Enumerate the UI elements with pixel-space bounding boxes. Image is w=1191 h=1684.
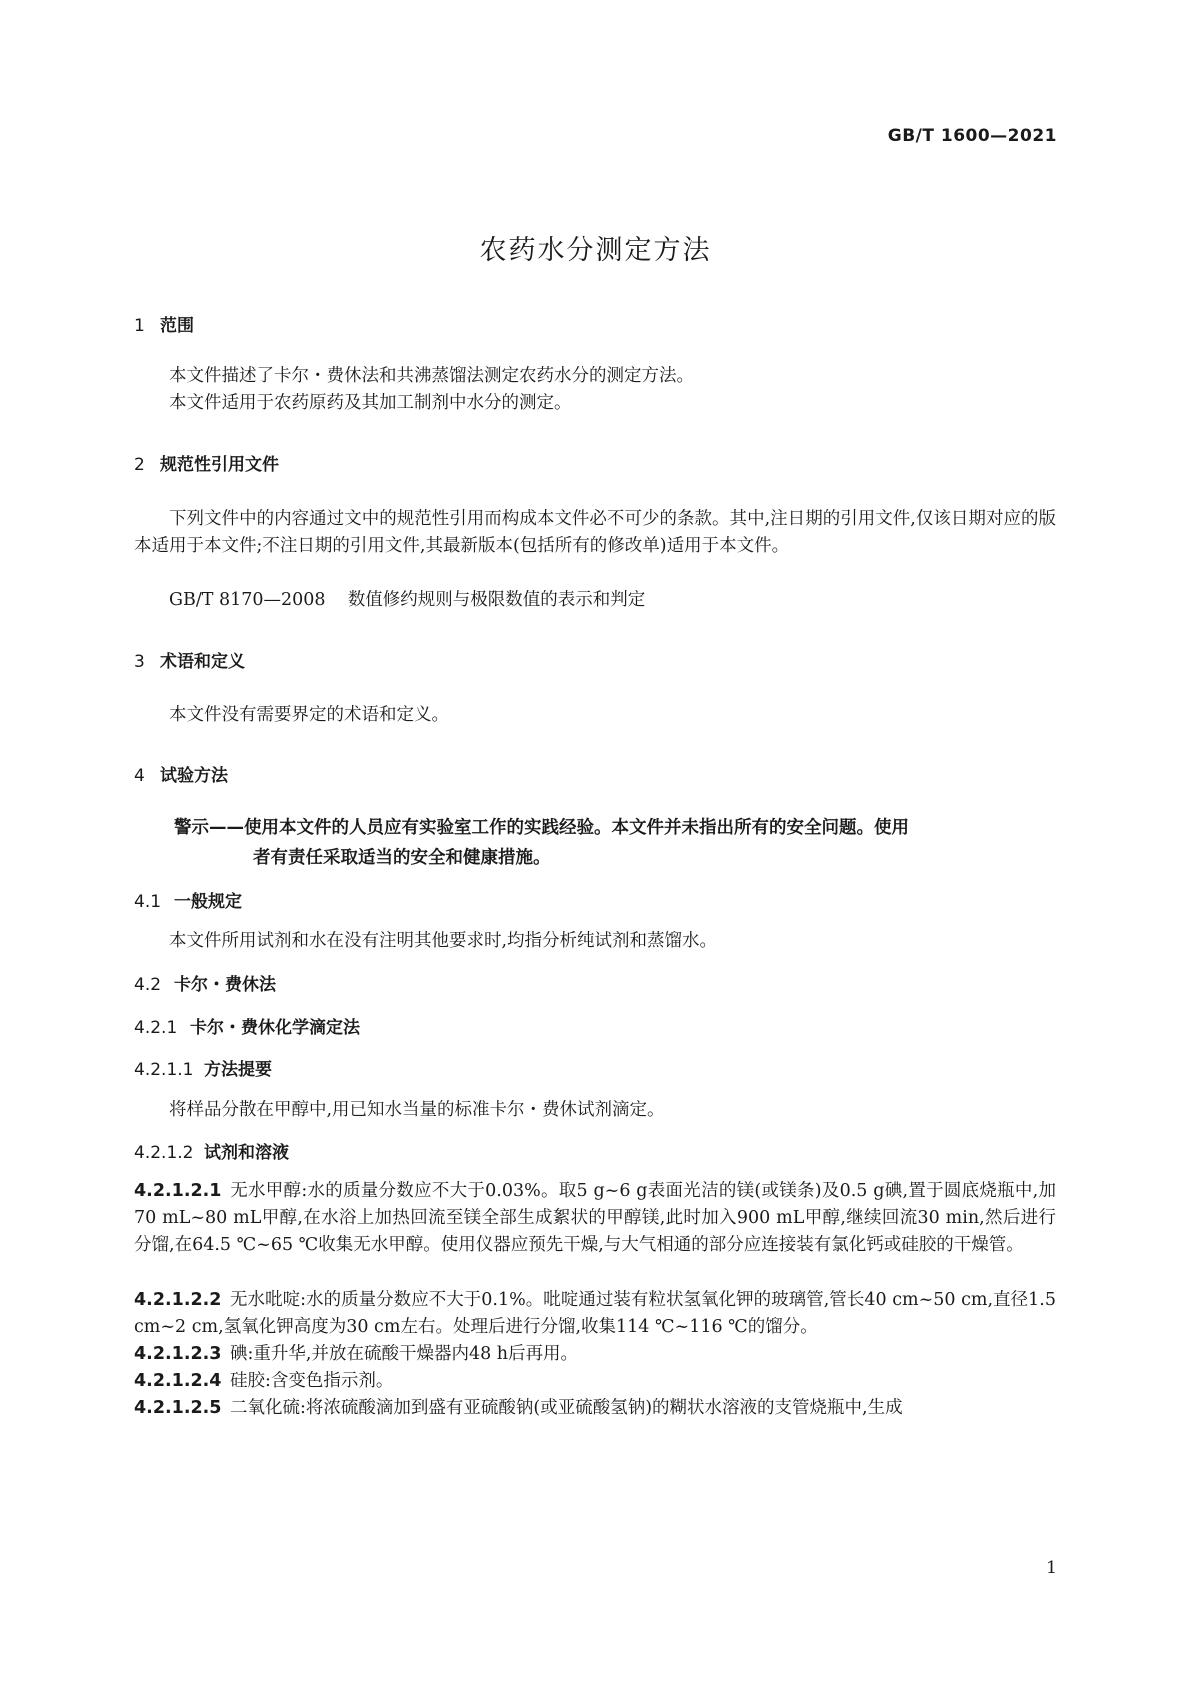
section-4-2-1-2-heading: [134, 1138, 289, 1163]
warning-line: 警示——使用本文件的人员应有实验室工作的实践经验。本文件并未指出所有的安全问题。使用: [174, 818, 909, 838]
section-4-heading: [134, 761, 228, 786]
section-number: 1: [134, 316, 145, 336]
paragraph: 本文件描述了卡尔・费休法和共沸蒸馏法测定农药水分的测定方法。: [169, 366, 694, 386]
clause: [134, 1368, 1056, 1395]
paragraph: 下列文件中的内容通过文中的规范性引用而构成本文件必不可少的条款。其中,注日期的引用文件,仅该日期对应的版本适用于本文件;不注日期的引用文件,其最新版本(包括所有的修改单)适用于本文件。: [134, 509, 1056, 556]
clause: [134, 1341, 1056, 1368]
section-number: 4.2.1: [134, 1018, 178, 1038]
section-number: 4: [134, 766, 145, 786]
section-title: 术语和定义: [160, 652, 245, 672]
reference-code: GB/T 8170—2008: [169, 590, 326, 610]
clause: [134, 1395, 1056, 1422]
section-4-2-1-1-heading: [134, 1055, 272, 1080]
section-title: 试剂和溶液: [204, 1143, 289, 1163]
clause-number: 4.2.1.2.4: [134, 1371, 222, 1391]
section-3-heading: [134, 647, 245, 672]
paragraph: 将样品分散在甲醇中,用已知水当量的标准卡尔・费休试剂滴定。: [169, 1100, 665, 1120]
normative-reference: [134, 587, 1056, 614]
section-number: 4.1: [134, 892, 162, 912]
clause-number: 4.2.1.2.3: [134, 1344, 222, 1364]
safety-warning: [174, 813, 1056, 873]
clause-text: 无水甲醇:水的质量分数应不大于0.03%。取5 g~6 g表面光洁的镁(或镁条)及0.5 g碘,置于圆底烧瓶中,加70 mL~80 mL甲醇,在水浴上加热回流至镁全部生成絮状的甲醇镁,此时加入900 mL甲醇,继续回流30 min,然后进行分馏,在64.5 ℃~65 ℃收集无水甲醇。使用仪器应预先干燥,与大气相通的部分应连接装有氯化钙或硅胶的干燥管。: [134, 1181, 1056, 1255]
section-title: 卡尔・费休化学滴定法: [190, 1018, 360, 1038]
clause-number: 4.2.1.2.5: [134, 1398, 222, 1418]
section-4-1-heading: [134, 887, 242, 912]
clause-text: 无水吡啶:水的质量分数应不大于0.1%。吡啶通过装有粒状氢氧化钾的玻璃管,管长40 cm~50 cm,直径1.5 cm~2 cm,氢氧化钾高度为30 cm左右。处理后进行分馏,收集114 ℃~116 ℃的馏分。: [134, 1290, 1056, 1337]
clause-number: 4.2.1.2.2: [134, 1290, 222, 1310]
section-1-heading: [134, 311, 194, 336]
warning-line: 者有责任采取适当的安全和健康措施。: [253, 848, 551, 868]
clause: [134, 1178, 1056, 1259]
clause: [134, 1287, 1056, 1341]
section-number: 4.2.1.1: [134, 1060, 194, 1080]
section-number: 3: [134, 652, 145, 672]
section-4-2-1-heading: [134, 1013, 360, 1038]
section-title: 方法提要: [204, 1060, 272, 1080]
clause-text: 二氧化硫:将浓硫酸滴加到盛有亚硫酸钠(或亚硫酸氢钠)的糊状水溶液的支管烧瓶中,生成: [230, 1398, 903, 1418]
section-title: 卡尔・费休法: [174, 975, 276, 995]
paragraph: 本文件所用试剂和水在没有注明其他要求时,均指分析纯试剂和蒸馏水。: [169, 931, 718, 951]
standard-code: GB/T 1600—2021: [887, 126, 1057, 146]
page-number: 1: [1046, 1558, 1057, 1578]
document-title: 农药水分测定方法: [479, 235, 712, 266]
section-title: 规范性引用文件: [160, 455, 279, 475]
section-2-heading: [134, 450, 279, 475]
clause-text: 硅胶:含变色指示剂。: [230, 1371, 394, 1391]
paragraph: 本文件适用于农药原药及其加工制剂中水分的测定。: [169, 393, 572, 413]
section-title: 一般规定: [174, 892, 242, 912]
section-4-2-heading: [134, 970, 276, 995]
section-title: 范围: [160, 316, 194, 336]
section-number: 4.2.1.2: [134, 1143, 194, 1163]
section-number: 2: [134, 455, 145, 475]
section-title: 试验方法: [160, 766, 228, 786]
clause-number: 4.2.1.2.1: [134, 1181, 222, 1201]
reference-title: 数值修约规则与极限数值的表示和判定: [347, 590, 646, 610]
paragraph: 本文件没有需要界定的术语和定义。: [169, 705, 449, 725]
section-number: 4.2: [134, 975, 162, 995]
clause-text: 碘:重升华,并放在硫酸干燥器内48 h后再用。: [230, 1344, 579, 1364]
